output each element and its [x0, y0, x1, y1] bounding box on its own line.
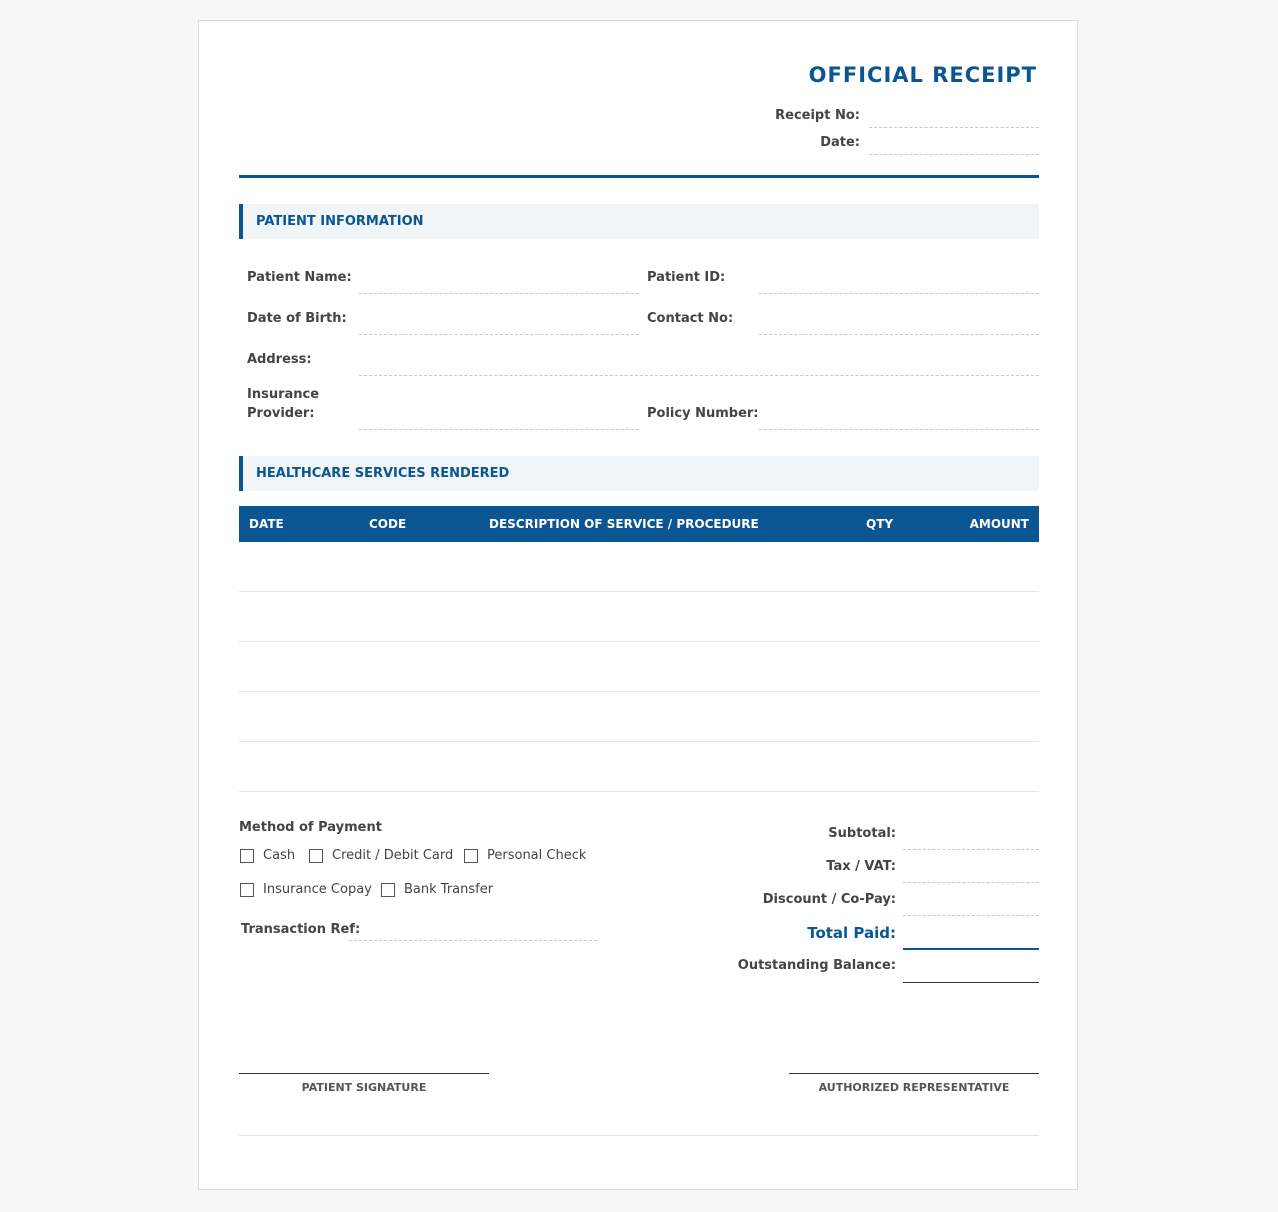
- column-qty: QTY: [866, 517, 894, 531]
- insurance-copay-checkbox[interactable]: [240, 883, 254, 897]
- address-field[interactable]: [359, 359, 1039, 376]
- insurance-label-line2: Provider:: [247, 406, 315, 421]
- subtotal-field[interactable]: [903, 832, 1039, 850]
- card-checkbox[interactable]: [309, 849, 323, 863]
- header-rule: [239, 175, 1039, 178]
- transaction-ref-label: Transaction Ref:: [241, 922, 361, 937]
- insurance-label: [247, 385, 319, 423]
- receipt-no-field[interactable]: [869, 111, 1039, 128]
- patient-name-label: Patient Name:: [247, 270, 352, 285]
- transaction-ref-field[interactable]: [349, 925, 597, 941]
- insurance-provider-field[interactable]: [359, 413, 639, 430]
- policy-number-label: Policy Number:: [647, 406, 759, 421]
- patient-signature-line[interactable]: [239, 1073, 489, 1074]
- policy-number-field[interactable]: [759, 413, 1039, 430]
- column-amount: AMOUNT: [969, 517, 1029, 531]
- insurance-label-line1: Insurance: [247, 387, 320, 402]
- discount-label: Discount / Co-Pay:: [762, 892, 896, 907]
- patient-signature-caption: PATIENT SIGNATURE: [301, 1081, 427, 1094]
- receipt-page: [198, 20, 1078, 1190]
- representative-signature-caption: AUTHORIZED REPRESENTATIVE: [818, 1081, 1010, 1094]
- card-label: Credit / Debit Card: [332, 848, 454, 863]
- receipt-no-label: Receipt No:: [775, 108, 860, 123]
- table-row[interactable]: [239, 591, 1039, 592]
- receipt-title: OFFICIAL RECEIPT: [808, 63, 1037, 87]
- check-checkbox[interactable]: [464, 849, 478, 863]
- address-label: Address:: [247, 352, 312, 367]
- services-table-header: [239, 506, 1039, 542]
- patient-id-field[interactable]: [759, 277, 1039, 294]
- section-patient-information: [239, 204, 1039, 239]
- check-label: Personal Check: [487, 848, 587, 863]
- date-label: Date:: [820, 135, 860, 150]
- footer-divider: [239, 1135, 1039, 1136]
- column-code: CODE: [369, 517, 407, 531]
- subtotal-label: Subtotal:: [828, 826, 896, 841]
- representative-signature-line[interactable]: [789, 1073, 1039, 1074]
- table-row[interactable]: [239, 791, 1039, 792]
- bank-transfer-label: Bank Transfer: [404, 882, 494, 897]
- section-heading: PATIENT INFORMATION: [256, 214, 424, 229]
- table-row[interactable]: [239, 741, 1039, 742]
- patient-name-field[interactable]: [359, 277, 639, 294]
- bank-transfer-checkbox[interactable]: [381, 883, 395, 897]
- outstanding-balance-label: Outstanding Balance:: [737, 958, 896, 973]
- column-description: DESCRIPTION OF SERVICE / PROCEDURE: [489, 517, 759, 531]
- outstanding-balance-field[interactable]: [903, 965, 1039, 983]
- contact-label: Contact No:: [647, 311, 734, 326]
- section-heading: HEALTHCARE SERVICES RENDERED: [256, 466, 510, 481]
- contact-field[interactable]: [759, 318, 1039, 335]
- column-date: DATE: [249, 517, 284, 531]
- tax-label: Tax / VAT:: [826, 859, 896, 874]
- table-row[interactable]: [239, 691, 1039, 692]
- total-paid-field[interactable]: [903, 931, 1039, 950]
- cash-checkbox[interactable]: [240, 849, 254, 863]
- patient-id-label: Patient ID:: [647, 270, 726, 285]
- cash-label: Cash: [263, 848, 296, 863]
- section-services-rendered: [239, 456, 1039, 491]
- tax-field[interactable]: [903, 865, 1039, 883]
- total-paid-label: Total Paid:: [807, 924, 896, 942]
- dob-field[interactable]: [359, 318, 639, 335]
- dob-label: Date of Birth:: [247, 311, 347, 326]
- table-row[interactable]: [239, 641, 1039, 642]
- insurance-copay-label: Insurance Copay: [263, 882, 372, 897]
- discount-field[interactable]: [903, 898, 1039, 916]
- payment-method-heading: Method of Payment: [239, 820, 382, 835]
- date-field[interactable]: [869, 138, 1039, 155]
